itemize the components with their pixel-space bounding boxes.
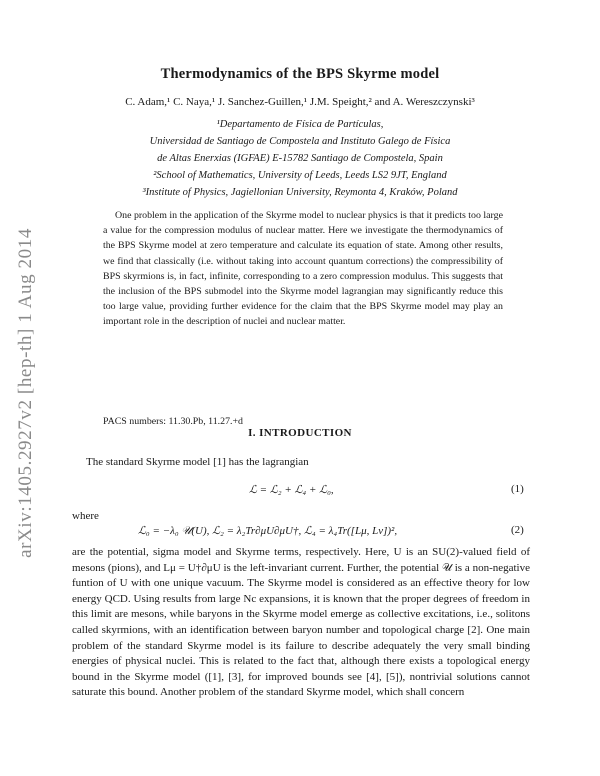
equation-1: ℒ = ℒ₂ + ℒ₄ + ℒ₀,: [249, 484, 334, 496]
equation-1-number: (1): [511, 483, 524, 495]
where-text: where: [72, 510, 99, 522]
equation-2-number: (2): [511, 524, 524, 536]
arxiv-id: arXiv:1405.2927v2 [hep-th] 1 Aug 2014: [15, 227, 36, 558]
affiliation-1: ¹Departamento de Física de Partículas,: [216, 119, 384, 130]
paper-title: Thermodynamics of the BPS Skyrme model: [160, 66, 440, 82]
pacs-numbers: PACS numbers: 11.30.Pb, 11.27.+d: [103, 416, 243, 427]
abstract: One problem in the application of the Skyrme model to nuclear physics is that it predicts too large a value for the compression modulus of nuclear matter. Here we investigate the thermodynamics of the BPS Skyrme model at zero temperature and calculate its equation of state. Among other results, we find that classically (i.e. without taking into account quantum corrections) the compressibility of BPS skyrmions is, in fact, infinite, corresponding to a zero compression modulus. This suggests that the inclusion of the BPS submodel into the Skyrme model lagrangian may significantly reduce this too large value, providing further evidence for the claim that the BPS Skyrme model may play an important role in the description of nuclei and nuclear matter.: [103, 210, 503, 328]
affiliation-1-line-2: Universidad de Santiago de Compostela and Instituto Galego de Física: [149, 136, 451, 147]
affiliation-3: ³Institute of Physics, Jagiellonian University, Reymonta 4, Kraków, Poland: [142, 187, 458, 198]
arxiv-watermark: [8, 210, 44, 575]
affiliation-1-line-3: de Altas Enerxias (IGFAE) E-15782 Santiago de Compostela, Spain: [157, 153, 443, 164]
affiliation-2: ²School of Mathematics, University of Leeds, Leeds LS2 9JT, England: [153, 170, 447, 181]
author-list: C. Adam,¹ C. Naya,¹ J. Sanchez-Guillen,¹ J.M. Speight,² and A. Wereszczynski³: [125, 96, 475, 108]
equation-2: ℒ₀ = −λ₀ 𝒰(U), ℒ₂ = λ₂Tr∂μU∂μU†, ℒ₄ = λ₄Tr([Lμ, Lν])²,: [138, 525, 398, 537]
intro-paragraph-1: The standard Skyrme model [1] has the lagrangian: [86, 456, 309, 468]
intro-paragraph-2: are the potential, sigma model and Skyrme terms, respectively. Here, U is an SU(2)-valued field of mesons (pions), and Lμ = U†∂μU is the left-invariant current. Further, the potential 𝒰 is a non-negative funtion of U with one unique vacuum. The Skyrme model is considered as an effective theory for low energy QCD. Using results from large Nc expansions, it is known that the proper degrees of freedom in this limit are mesons, while baryons in the Skyrme model emerge as collective excitations, i.e., solitons called skyrmions, with an identification between baryon number and topological charge [2]. One main problem of the standard Skyrme model is its failure to describe adequately the very small binding energies of physical nuclei. This is related to the fact that, although there exists a topological energy bound in the Skyrme model ([1], [3], for improved bounds see [4], [5]), nontrivial solutions cannot saturate this bound. Another problem of the standard Skyrme model, which shall concern: [72, 546, 530, 699]
section-heading: I. INTRODUCTION: [248, 427, 352, 439]
